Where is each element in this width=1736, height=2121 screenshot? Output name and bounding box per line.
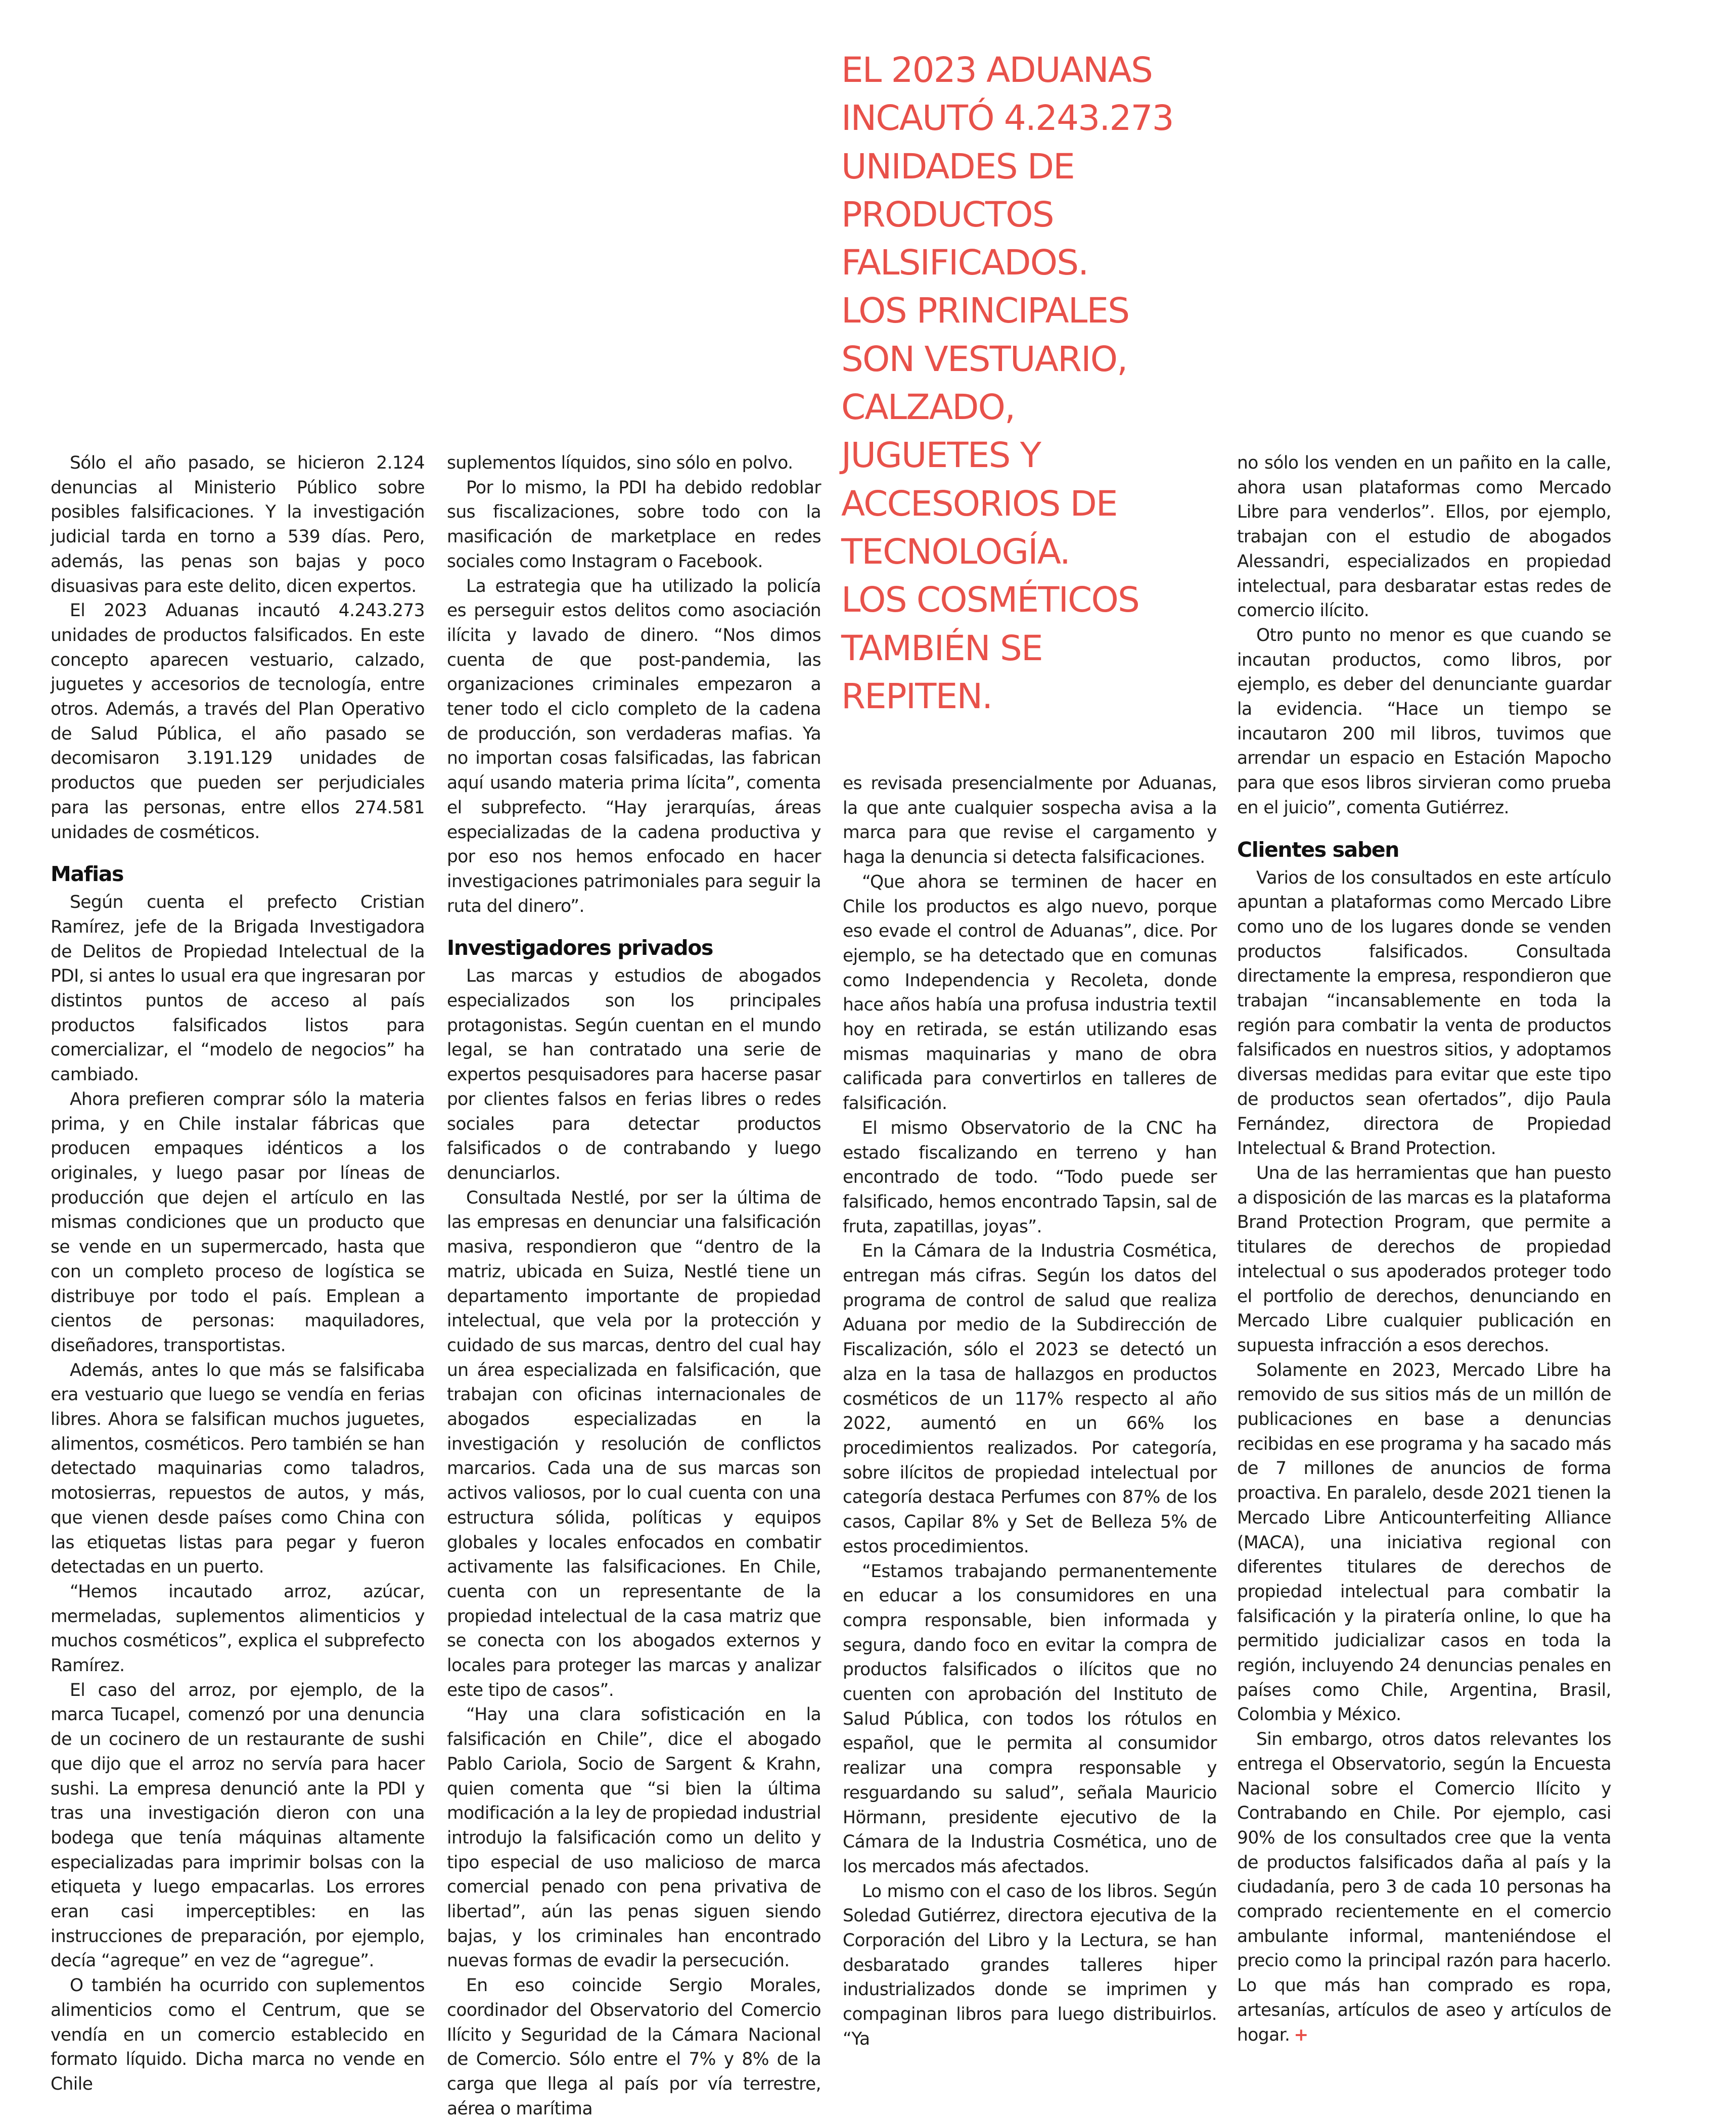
paragraph: O también ha ocurrido con suplementos alimenticios como el Centrum, que se vendía en un comercio establecido en formato líquido. Dicha marca no vende en Chile <box>51 1975 425 2094</box>
paragraph: El mismo Observatorio de la CNC ha estado fiscalizando en terreno y han encontrado de todo. “Todo puede ser falsificado, hemos encontrado Tapsin, sal de fruta, zapatillas, joyas”. <box>843 1118 1217 1237</box>
article-column-1 <box>51 451 425 2097</box>
paragraph: Además, antes lo que más se falsificaba era vestuario que luego se vendía en ferias libres. Ahora se falsifican muchos juguetes, alimentos, cosméticos. Pero también se han detectado maquinarias como taladros, motosierras, repuestos de autos, y más, que vienen desde países como China con las etiquetas listas para pegar y fueron detectadas en un puerto. <box>51 1360 425 1578</box>
paragraph-final <box>1237 1727 1611 2047</box>
paragraph: La estrategia que ha utilizado la policía es perseguir estos delitos como asociación ilícita y lavado de dinero. “Nos dimos cuenta de que post-pandemia, las organizaciones criminales empezaron a tener todo el ciclo completo de la cadena de producción, son verdaderas mafias. Ya no importan cosas falsificadas, las fabrican aquí usando materia prima lícita”, comenta el subprefecto. “Hay jerarquías, áreas especializadas de la cadena productiva y por eso nos hemos enfocado en hacer investigaciones patrimoniales para seguir la ruta del dinero”. <box>447 576 821 916</box>
paragraph: En la Cámara de la Industria Cosmética, entregan más cifras. Según los datos del programa de control de salud que realiza Aduana por medio de la Subdirección de Fiscalización, sólo el 2023 se detectó un alza en la tasa de hallazgos en productos cosméticos de un 117% respecto al año 2022, aumentó en un 66% los procedimientos realizados. Por categoría, sobre ilícitos de propiedad intelectual por categoría destaca Perfumes con 87% de los casos, Capilar 8% y Set de Belleza 5% de estos procedimientos. <box>843 1241 1217 1557</box>
article-column-4 <box>1237 451 1611 2047</box>
paragraph: El 2023 Aduanas incautó 4.243.273 unidades de productos falsificados. En este concepto aparecen vestuario, calzado, juguetes y accesorios de tecnología, entre otros. Además, a través del Plan Operativo de Salud Pública, el año pasado se decomisaron 3.191.129 unidades de productos que pueden ser perjudiciales para las personas, entre ellos 274.581 unidades de cosméticos. <box>51 601 425 843</box>
section-heading-mafias: Mafias <box>51 862 124 887</box>
paragraph: Solamente en 2023, Mercado Libre ha removido de sus sitios más de un millón de publicaciones en base a denuncias recibidas en ese programa y ha sacado más de 7 millones de anuncios de forma proactiva. En paralelo, desde 2021 tienen la Mercado Libre Anticounterfeiting Alliance (MACA), una iniciativa regional con diferentes titulares de derechos de propiedad intelectual para combatir la falsificación y la piratería online, lo que ha permitido judicializar casos en toda la región, incluyendo 24 denuncias penales en países como Chile, Argentina, Brasil, Colombia y México. <box>1237 1360 1611 1725</box>
paragraph: Por lo mismo, la PDI ha debido redoblar sus fiscalizaciones, sobre todo con la masificación de marketplace en redes sociales como Instagram o Facebook. <box>447 477 821 572</box>
paragraph: “Hemos incautado arroz, azúcar, mermeladas, suplementos alimenticios y muchos cosméticos”, explica el subprefecto Ramírez. <box>51 1581 425 1676</box>
paragraph: Otro punto no menor es que cuando se incautan productos, como libros, por ejemplo, es deber del denunciante guardar la evidencia. “Hace un tiempo se incautaron 200 mil libros, tuvimos que arrendar un espacio en Estación Mapocho para que esos libros sirvieran como prueba en el juicio”, comenta Gutiérrez. <box>1237 625 1611 818</box>
paragraph-final-text: Sin embargo, otros datos relevantes los entrega el Observatorio, según la Encuesta Nacional sobre el Comercio Ilícito y Contrabando en Chile. Por ejemplo, casi 90% de los consultados cree que la venta de productos falsificados daña al país y la ciudadanía, pero 3 de cada 10 personas ha comprado recientemente en el comercio ambulante informal, manteniéndose el precio como la principal razón para hacerlo. Lo que más han comprado es ropa, artesanías, artículos de aseo y artículos de hogar. <box>1237 1729 1611 2045</box>
paragraph: “Que ahora se terminen de hacer en Chile los productos es algo nuevo, porque eso evade el control de Aduanas”, dice. Por ejemplo, se ha detectado que en comunas como Independencia y Recoleta, donde hace años había una profusa industria textil hoy en retirada, se están utilizando esas mismas maquinarias y mano de obra calificada para convertirlos en talleres de falsificación. <box>843 871 1217 1114</box>
paragraph-continued: no sólo los venden en un pañito en la calle, ahora usan plataformas como Mercado Libre para venderlos”. Ellos, por ejemplo, trabajan con el estudio de abogados Alessandri, especializados en propiedad intelectual, para desbaratar estas redes de comercio ilícito. <box>1237 453 1611 621</box>
paragraph: Varios de los consultados en este artículo apuntan a plataformas como Mercado Libre como uno de los lugares donde se venden productos falsificados. Consultada directamente la empresa, respondieron que trabajan “incansablemente en toda la región para combatir la venta de productos falsificados en nuestros sitios, y adoptamos diversas medidas para evitar que este tipo de productos sean ofertados”, dijo Paula Fernández, directora de Propiedad Intelectual & Brand Protection. <box>1237 867 1611 1159</box>
paragraph: Lo mismo con el caso de los libros. Según Soledad Gutiérrez, directora ejecutiva de la Corporación del Libro y la Lectura, se han desbaratado grandes talleres hiper industrializados donde se imprimen y compaginan libros para luego distribuirlos. “Ya <box>843 1881 1217 2049</box>
paragraph: Según cuenta el prefecto Cristian Ramírez, jefe de la Brigada Investigadora de Delitos de Propiedad Intelectual de la PDI, si antes lo usual era que ingresaran por distintos puntos de acceso al país productos falsificados listos para comercializar, el “modelo de negocios” ha cambiado. <box>51 892 425 1085</box>
paragraph-continued: es revisada presencialmente por Aduanas, la que ante cualquier sospecha avisa a la marca para que revise el cargamento y haga la denuncia si detecta falsificaciones. <box>843 773 1217 868</box>
paragraph: Consultada Nestlé, por ser la última de las empresas en denunciar una falsificación masiva, respondieron que “dentro de la matriz, ubicada en Suiza, Nestlé tiene un departamento importante de propiedad intelectual, que vela por la protección y cuidado de sus marcas, dentro del cual hay un área especializada en falsificación, que trabajan con oficinas internacionales de abogados especializadas en la investigación y resolución de conflictos marcarios. Cada una de sus marcas son activos valiosos, por lo cual cuenta con una estructura sólida, políticas y equipos globales y locales enfocados en combatir activamente las falsificaciones. En Chile, cuenta con un representante de la propiedad intelectual de la casa matriz que se conecta con los abogados externos y locales para proteger las marcas y analizar este tipo de casos”. <box>447 1187 821 1700</box>
section-heading-investigadores-privados: Investigadores privados <box>447 936 713 960</box>
end-of-article-mark: + <box>1294 2024 1308 2045</box>
article-column-3 <box>843 771 1217 2052</box>
pull-quote: EL 2023 ADUANAS INCAUTÓ 4.243.273 UNIDADES DE PRODUCTOS FALSIFICADOS. LOS PRINCIPALES SON VESTUARIO, CALZADO, JUGUETES Y ACCESORIOS DE TECNOLOGÍA. LOS COSMÉTICOS TAMBIÉN SE REPITEN. <box>841 50 1173 717</box>
paragraph: Sólo el año pasado, se hicieron 2.124 denuncias al Ministerio Público sobre posibles falsificaciones. Y la investigación judicial tarda en torno a 539 días. Pero, además, las penas son bajas y poco disuasivas para este delito, dicen expertos. <box>51 453 425 596</box>
paragraph: En eso coincide Sergio Morales, coordinador del Observatorio del Comercio Ilícito y Seguridad de la Cámara Nacional de Comercio. Sólo entre el 7% y 8% de la carga que llega al país por vía terrestre, aérea o marítima <box>447 1975 821 2119</box>
paragraph-continued: suplementos líquidos, sino sólo en polvo. <box>447 453 793 473</box>
article-column-2 <box>447 451 821 2121</box>
paragraph: Las marcas y estudios de abogados especializados son los principales protagonistas. Según cuentan en el mundo legal, se han contratado una serie de expertos pesquisadores para hacerse pasar por clientes falsos en ferias libres o redes sociales para detectar productos falsificados o de contrabando y luego denunciarlos. <box>447 966 821 1183</box>
paragraph: “Hay una clara sofisticación en la falsificación en Chile”, dice el abogado Pablo Cariola, Socio de Sargent & Krahn, quien comenta que “si bien la última modificación a la ley de propiedad industrial introdujo la falsificación como un delito y tipo especial de uso malicioso de marca comercial penado con pena privativa de libertad”, aún las penas siguen siendo bajas, y los criminales han encontrado nuevas formas de evadir la persecución. <box>447 1704 821 1971</box>
paragraph: Ahora prefieren comprar sólo la materia prima, y en Chile instalar fábricas que producen empaques idénticos a los originales, y luego pasar por líneas de producción que dejen el artículo en las mismas condiciones que un producto que se vende en un supermercado, hasta que con un completo proceso de logística se distribuye por todo el país. Emplean a cientos de personas: maquiladores, diseñadores, transportistas. <box>51 1089 425 1356</box>
paragraph: Una de las herramientas que han puesto a disposición de las marcas es la plataforma Brand Protection Program, que permite a titulares de derechos de propiedad intelectual o sus apoderados proteger todo el portfolio de derechos, denunciando en Mercado Libre cualquier publicación en supuesta infracción a esos derechos. <box>1237 1163 1611 1356</box>
paragraph: El caso del arroz, por ejemplo, de la marca Tucapel, comenzó por una denuncia de un cocinero de un restaurante de sushi que dijo que el arroz no servía para hacer sushi. La empresa denunció ante la PDI y tras una investigación dieron con una bodega que tenía máquinas altamente especializadas para imprimir bolsas con la etiqueta y luego empacarlas. Los errores eran casi imperceptibles: en las instrucciones de preparación, por ejemplo, decía “agreque” en vez de “agregue”. <box>51 1680 425 1971</box>
paragraph: “Estamos trabajando permanentemente en educar a los consumidores en una compra responsable, bien informada y segura, dando foco en evitar la compra de productos falsificados o ilícitos que no cuenten con aprobación del Instituto de Salud Pública, con todos los rótulos en español, que le permita al consumidor realizar una compra responsable y resguardando su salud”, señala Mauricio Hörmann, presidente ejecutivo de la Cámara de la Industria Cosmética, uno de los mercados más afectados. <box>843 1561 1217 1877</box>
section-heading-clientes-saben: Clientes saben <box>1237 837 1399 862</box>
